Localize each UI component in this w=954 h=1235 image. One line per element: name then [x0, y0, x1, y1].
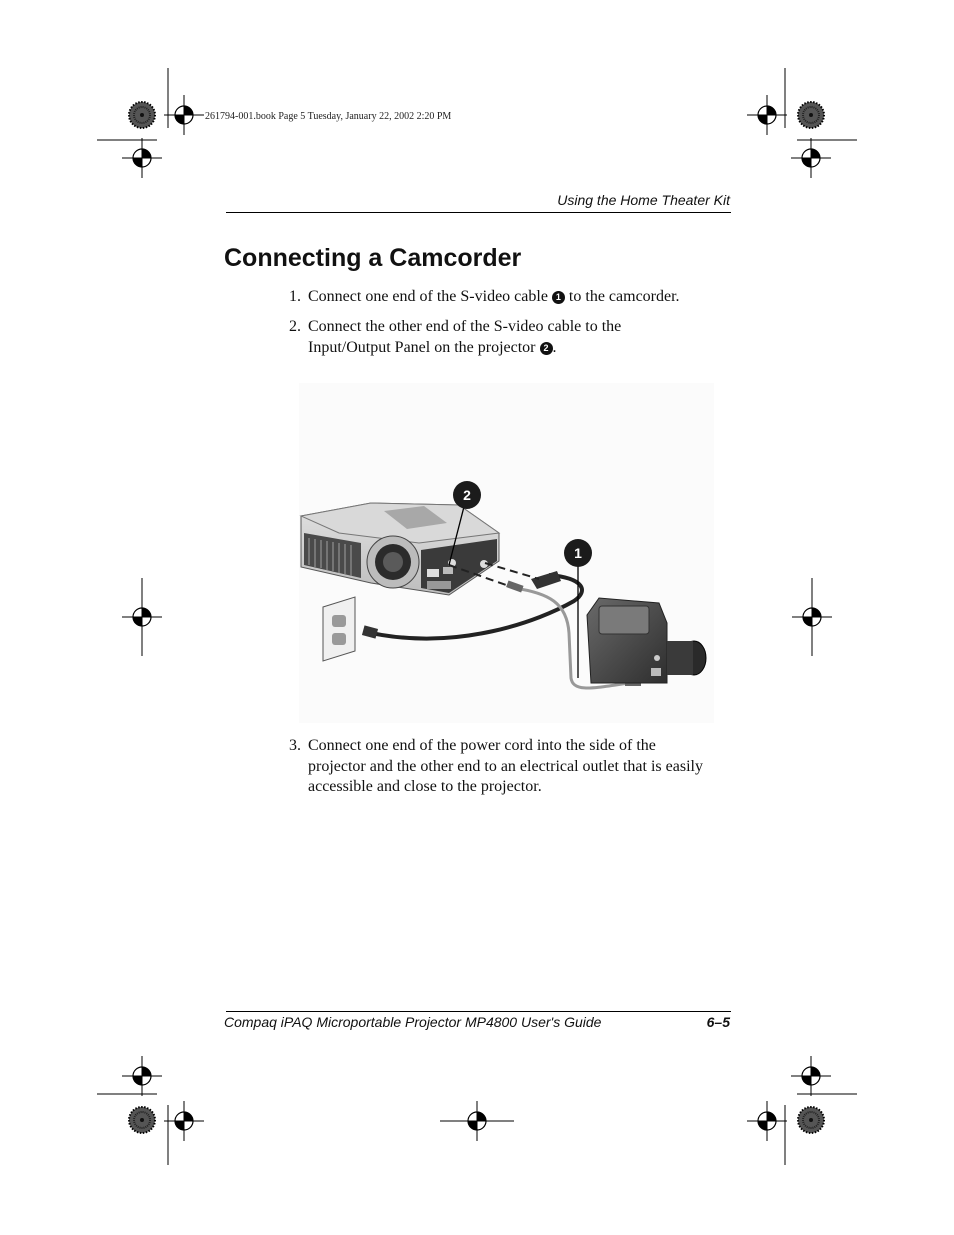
callout-2-bubble: [453, 481, 481, 509]
step-number: 2.: [289, 318, 301, 335]
step-text: Connect one end of the power cord into the side of the projector and the other end to an electrical outlet that is easily accessible and close to the projector.: [308, 737, 703, 795]
step-3: [289, 736, 739, 798]
callout-1-icon: 1: [552, 291, 565, 304]
header-rule: [226, 212, 731, 213]
wall-outlet: [323, 597, 355, 661]
step-number: 1.: [289, 288, 301, 305]
callout-1-bubble: [564, 539, 592, 567]
step-2: [289, 317, 739, 358]
step-1: [289, 287, 739, 308]
callout-1-label: 1: [574, 545, 582, 561]
step-number: 3.: [289, 737, 301, 754]
step-text: Connect the other end of the S-video cable to the Input/Output Panel on the projector 2 .: [308, 318, 622, 356]
footer-rule: [226, 1011, 731, 1012]
camcorder-connection-illustration: [299, 383, 714, 723]
callout-2-icon: 2: [540, 342, 553, 355]
step-text: Connect one end of the S-video cable 1 to the camcorder.: [308, 288, 680, 305]
page-number: 6–5: [706, 1014, 730, 1030]
print-job-line: 261794-001.book Page 5 Tuesday, January 22, 2002 2:20 PM: [205, 111, 452, 122]
callout-2-label: 2: [463, 487, 471, 503]
running-head: Using the Home Theater Kit: [557, 192, 730, 208]
footer-title: Compaq iPAQ Microportable Projector MP4800 User's Guide: [224, 1014, 602, 1030]
page-title: Connecting a Camcorder: [224, 244, 522, 272]
